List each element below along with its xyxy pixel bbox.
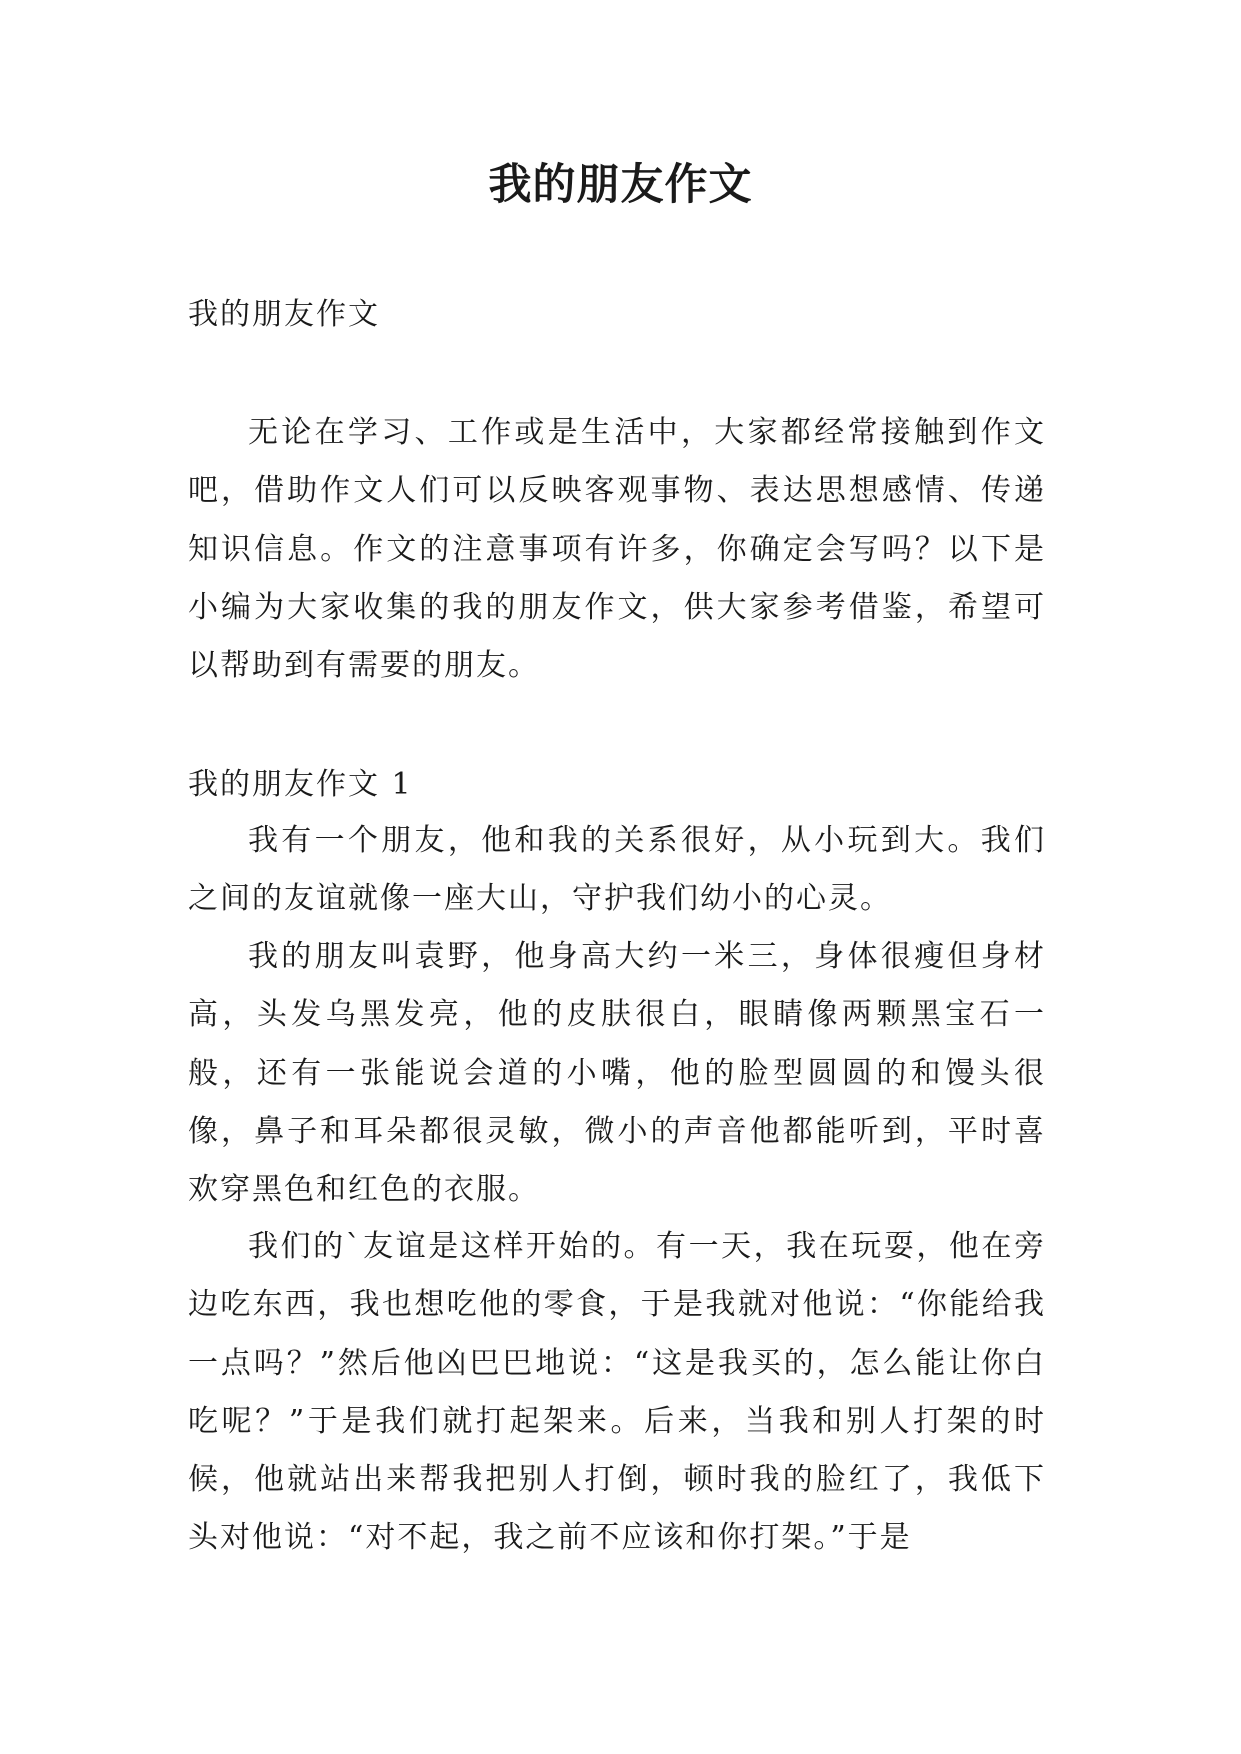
document-title: 我的朋友作文 <box>488 160 753 210</box>
intro-paragraph: 无论在学习、工作或是生活中，大家都经常接触到作文吧，借助作文人们可以反映客观事物、表达思想感情、传递知识信息。作文的注意事项有许多，你确定会写吗？以下是小编为大家收集的我的朋友作文，供大家参考借鉴，希望可以帮助到有需要的朋友。 <box>188 415 1046 684</box>
body-paragraph: 我的朋友叫袁野，他身高大约一米三，身体很瘦但身材高，头发乌黑发亮，他的皮肤很白，眼睛像两颗黑宝石一般，还有一张能说会道的小嘴，他的脸型圆圆的和馒头很像，鼻子和耳朵都很灵敏，微小的声音他都能听到，平时喜欢穿黑色和红色的衣服。 <box>188 939 1046 1208</box>
section-heading: 我的朋友作文 1 <box>188 767 413 802</box>
body-paragraph: 我们的`友谊是这样开始的。有一天，我在玩耍，他在旁边吃东西，我也想吃他的零食，于是我就对他说：“你能给我一点吗？”然后他凶巴巴地说：“这是我买的，怎么能让你白吃呢？”于是我们就打起架来。后来，当我和别人打架的时候，他就站出来帮我把别人打倒，顿时我的脸红了，我低下头对他说：“对不起，我之前不应该和你打架。”于是 <box>188 1229 1046 1556</box>
body-paragraph: 我有一个朋友，他和我的关系很好，从小玩到大。我们之间的友谊就像一座大山，守护我们幼小的心灵。 <box>188 823 1046 917</box>
document-subtitle: 我的朋友作文 <box>188 297 380 332</box>
